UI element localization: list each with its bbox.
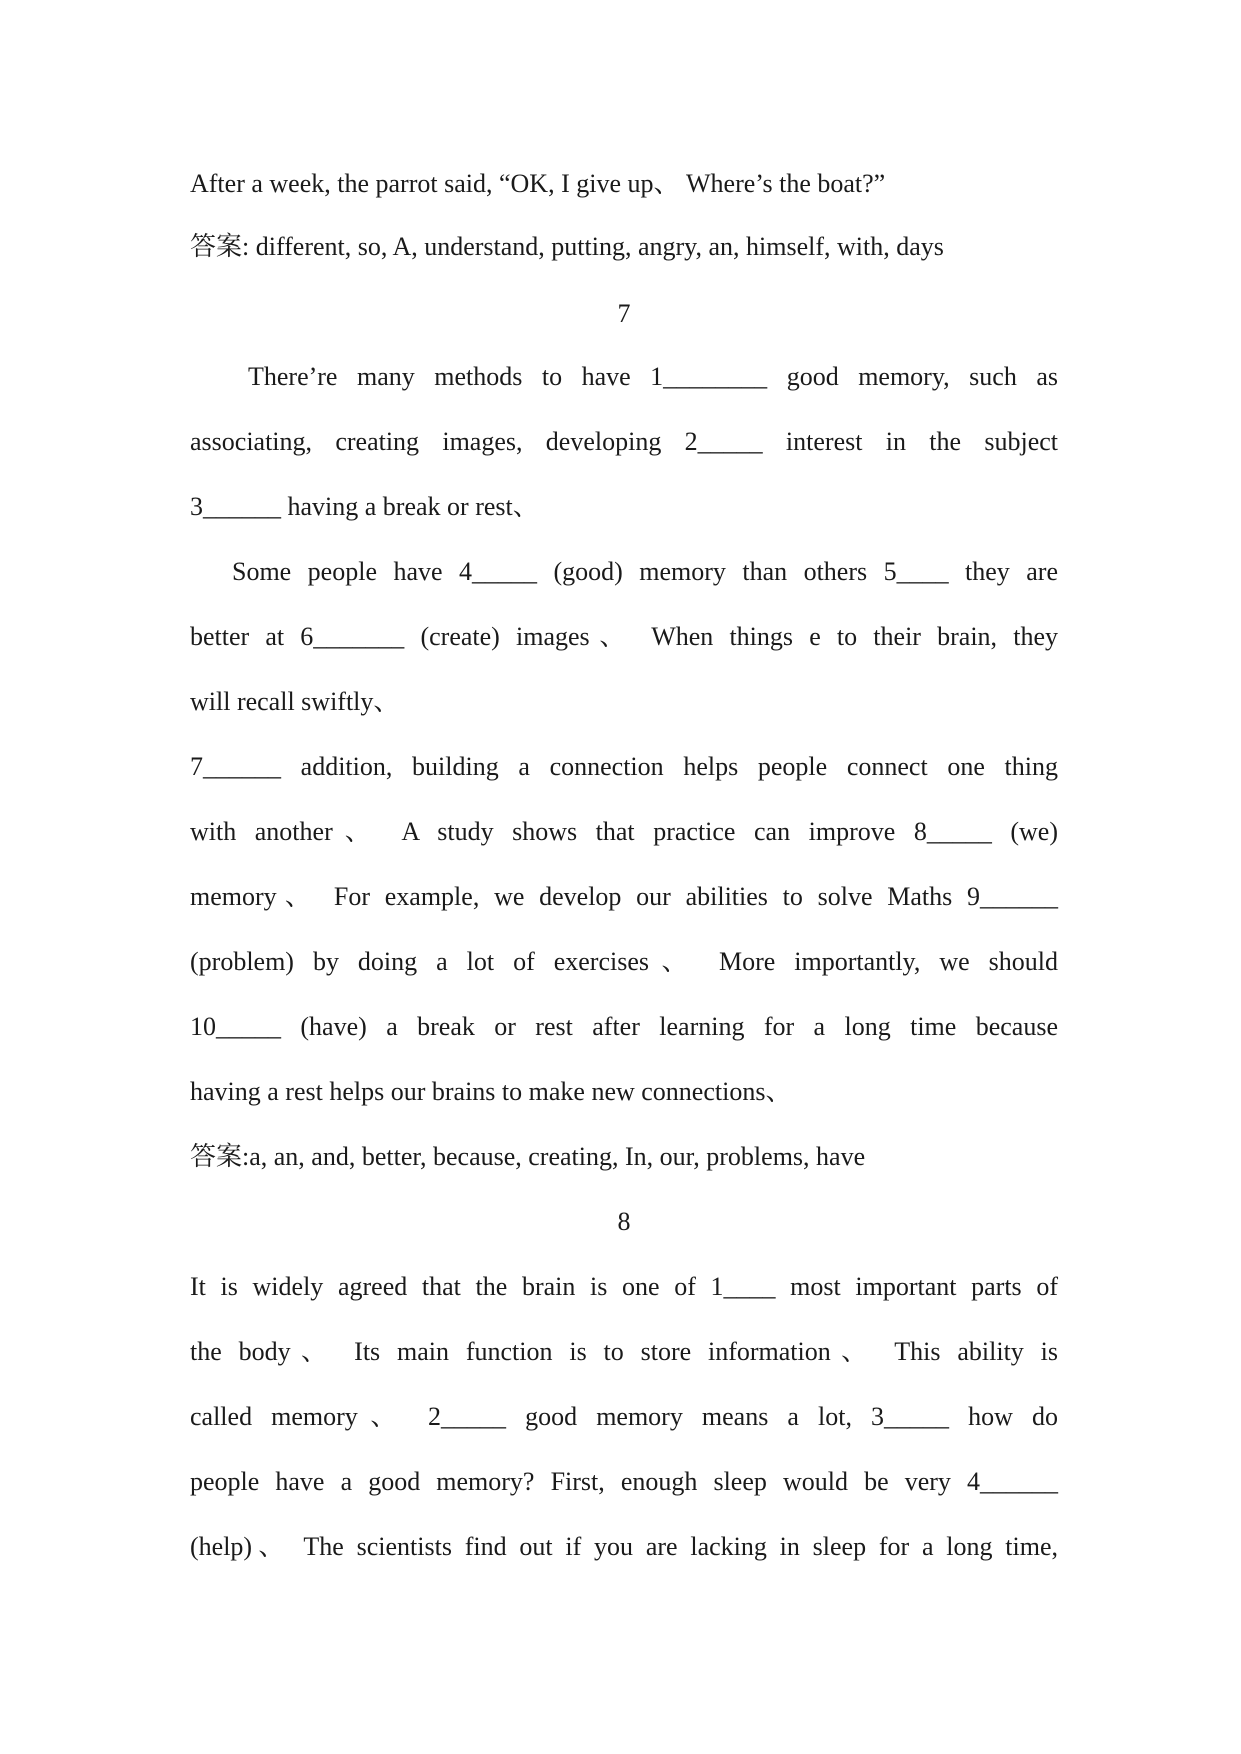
section-number-7: 7: [617, 299, 631, 328]
text-line-18: It is widely agreed that the brain is one of 1____ most important parts of: [190, 1272, 1058, 1301]
answer-line-6: 答案: different, so, A, understand, putting, angry, an, himself, with, days: [190, 232, 944, 261]
text-line-4: There’re many methods to have 1________ good memory, such as: [248, 362, 1058, 391]
text-line-1: After a week, the parrot said, “OK, I give up、 Where’s the boat?”: [190, 169, 886, 198]
text-line-21: people have a good memory? First, enough sleep would be very 4______: [190, 1467, 1058, 1496]
text-line-19: the body、 Its main function is to store information、 This ability is: [190, 1337, 1058, 1366]
text-line-14: 10_____ (have) a break or rest after learning for a long time because: [190, 1012, 1058, 1041]
text-line-20: called memory、 2_____ good memory means a lot, 3_____ how do: [190, 1402, 1058, 1431]
text-line-13: (problem) by doing a lot of exercises、 More importantly, we should: [190, 947, 1058, 976]
text-line-9: will recall swiftly、: [190, 687, 400, 716]
text-line-15: having a rest helps our brains to make new connections、: [190, 1077, 792, 1106]
text-line-5: associating, creating images, developing 2_____ interest in the subject: [190, 427, 1058, 456]
text-line-7: Some people have 4_____ (good) memory than others 5____ they are: [232, 557, 1058, 586]
text-line-6: 3______ having a break or rest、: [190, 492, 539, 521]
answer-line-7: 答案:a, an, and, better, because, creating, In, our, problems, have: [190, 1142, 866, 1171]
text-line-10: 7______ addition, building a connection helps people connect one thing: [190, 752, 1058, 781]
text-line-11: with another、 A study shows that practice can improve 8_____ (we): [190, 817, 1058, 846]
section-number-8: 8: [617, 1207, 631, 1236]
text-line-8: better at 6_______ (create) images、 When things e to their brain, they: [190, 622, 1058, 651]
text-line-22: (help)、 The scientists find out if you are lacking in sleep for a long time,: [190, 1532, 1058, 1561]
text-line-12: memory、 For example, we develop our abilities to solve Maths 9______: [190, 882, 1058, 911]
